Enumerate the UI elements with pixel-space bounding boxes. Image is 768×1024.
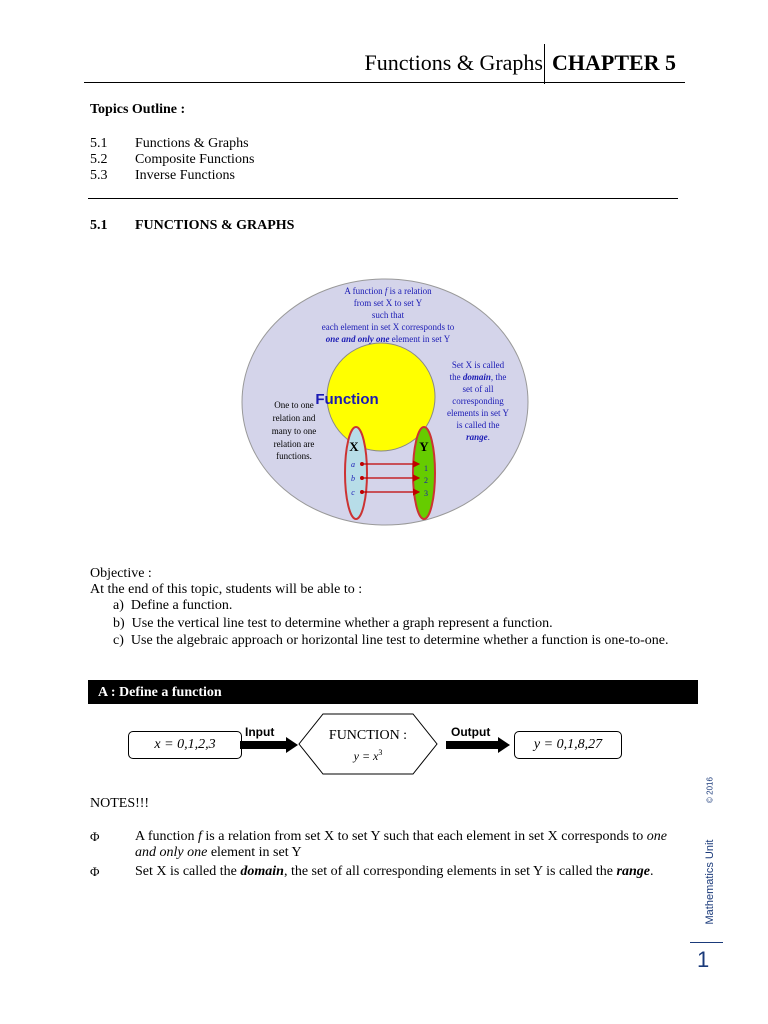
input-box: x = 0,1,2,3 (128, 731, 242, 759)
svg-text:the domain, the: the domain, the (449, 372, 507, 382)
topic-number: 5.1 (90, 136, 108, 151)
set-y-element: 2 (424, 476, 428, 485)
function-title: FUNCTION : (328, 728, 408, 743)
set-x-element: a (351, 460, 355, 469)
objective-item: c) Use the algebraic approach or horizontal line test to determine whether a function is one-to-one. (113, 633, 669, 648)
set-x-element: b (351, 474, 355, 483)
svg-text:is called the: is called the (456, 420, 500, 430)
header-separator (544, 44, 545, 84)
svg-text:relation are: relation are (273, 439, 315, 449)
section-divider (88, 198, 678, 199)
objective-title: Objective : (90, 566, 152, 581)
section-banner: A : Define a function (88, 680, 698, 704)
page-rule (690, 942, 723, 943)
set-x-element: c (351, 488, 355, 497)
section-title: FUNCTIONS & GRAPHS (135, 218, 295, 233)
svg-text:One to one: One to one (274, 400, 314, 410)
topic-number: 5.3 (90, 168, 108, 183)
topic-title: Composite Functions (135, 152, 255, 167)
diagram-top-text: such that (371, 310, 405, 320)
function-expression: $y = x^3$ (353, 748, 383, 763)
unit-block (660, 822, 760, 942)
topics-heading: Topics Outline : (90, 102, 186, 117)
input-arrow (240, 737, 300, 753)
topic-title: Inverse Functions (135, 168, 235, 183)
copyright-text: © 2016 (705, 777, 715, 803)
diagram-top-text: each element in set X corresponds to (321, 322, 455, 332)
header-title: Functions & Graphs (364, 50, 543, 75)
note-function-definition: A function f is a relation from set X to set Y such that each element in set X corresponds to one and only one element in set Y (135, 829, 668, 860)
objective-item: b) Use the vertical line test to determine whether a graph represent a function. (113, 616, 553, 631)
page-number: 1 (697, 947, 710, 972)
output-label: Output (451, 725, 491, 739)
note-domain-range: Set X is called the domain, the set of all corresponding elements in set Y is called the range. (135, 864, 654, 879)
svg-text:elements in set Y: elements in set Y (447, 408, 509, 418)
svg-text:corresponding: corresponding (452, 396, 504, 406)
function-hexagon (298, 713, 438, 775)
set-y-element: 3 (424, 489, 428, 498)
svg-text:Set X is called: Set X is called (451, 360, 505, 370)
svg-text:many to one: many to one (271, 426, 317, 436)
objective-intro: At the end of this topic, students will be able to : (90, 582, 363, 597)
topic-number: 5.2 (90, 152, 108, 167)
set-y-element: 1 (424, 464, 428, 473)
input-label: Input (245, 725, 275, 739)
header-rule (84, 82, 685, 83)
output-arrow (446, 737, 512, 753)
bullet-phi-icon: Φ (90, 864, 100, 879)
output-box: y = 0,1,8,27 (514, 731, 622, 759)
notes-heading: NOTES!!! (90, 796, 150, 811)
function-label: Function (315, 391, 379, 408)
function-diagram (238, 275, 532, 530)
section-number: 5.1 (90, 218, 108, 233)
svg-text:A function f is a relation: A function f is a relation (344, 286, 432, 296)
svg-text:functions.: functions. (276, 451, 312, 461)
chapter-label: CHAPTER 5 (552, 50, 677, 75)
svg-text:range.: range. (466, 432, 490, 442)
copyright-block (685, 765, 735, 815)
set-y-label: Y (419, 439, 429, 454)
set-x-label: X (349, 439, 359, 454)
objective-item: a) Define a function. (113, 598, 233, 613)
svg-text:set of all: set of all (462, 384, 494, 394)
svg-text:relation and: relation and (272, 413, 316, 423)
diagram-top-text: from set X to set Y (353, 298, 423, 308)
bullet-phi-icon: Φ (90, 829, 100, 844)
topic-title: Functions & Graphs (135, 136, 249, 151)
svg-text:one and only one element in se: one and only one element in set Y (325, 334, 451, 344)
unit-label: Mathematics Unit (704, 839, 716, 925)
